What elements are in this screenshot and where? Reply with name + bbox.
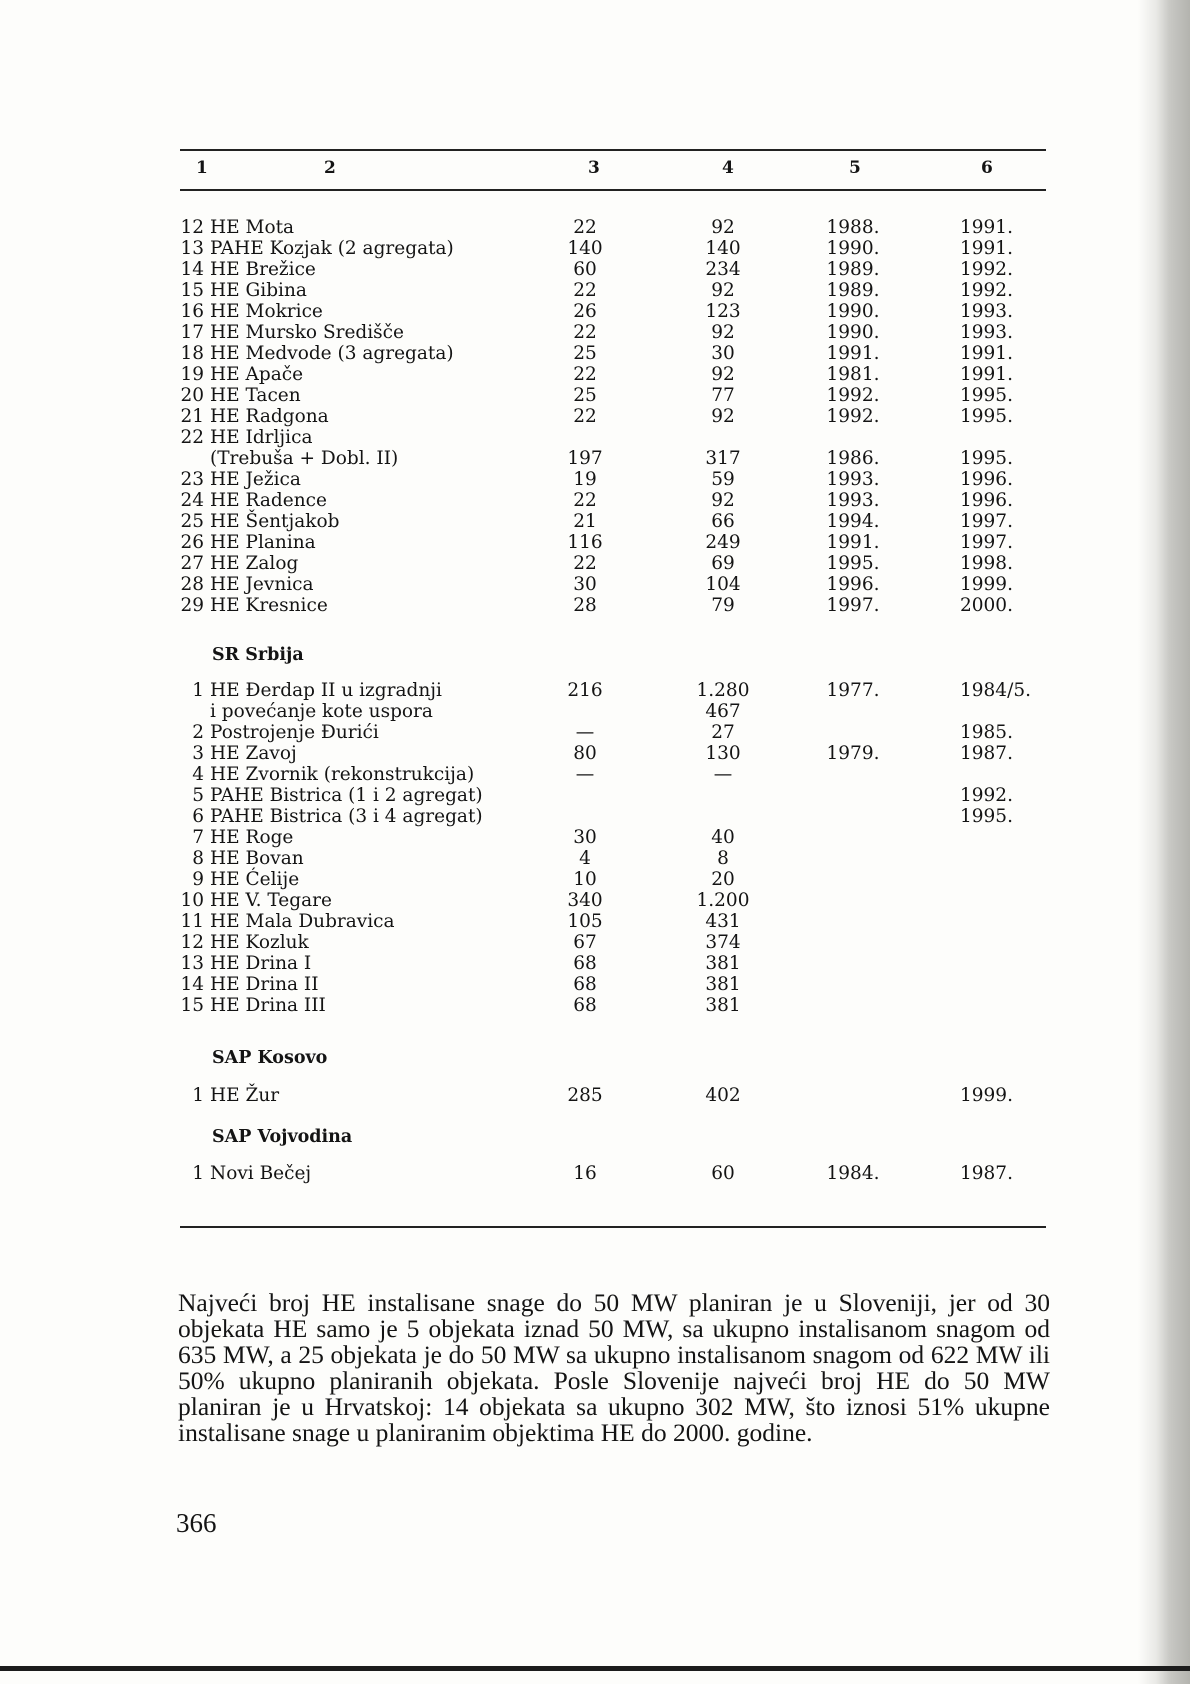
- row-col4: 317: [705, 448, 741, 469]
- row-number: 13: [180, 238, 204, 259]
- col-header-4: 4: [722, 158, 734, 178]
- row-number: 29: [180, 595, 204, 616]
- table-row: [0, 764, 1190, 785]
- row-col4: 92: [711, 406, 735, 427]
- row-name: HE Radence: [210, 490, 327, 511]
- row-name: i povećanje kote uspora: [210, 701, 433, 722]
- row-col3: 22: [573, 490, 597, 511]
- row-col3: 28: [573, 595, 597, 616]
- row-number: 7: [192, 827, 204, 848]
- row-col5: 1990.: [826, 322, 880, 343]
- row-col3: 340: [567, 890, 603, 911]
- row-col5: 1990.: [826, 238, 880, 259]
- row-col4: 140: [705, 238, 741, 259]
- table-row: [0, 1163, 1190, 1184]
- table-row: [0, 890, 1190, 911]
- row-name: HE Brežice: [210, 259, 316, 280]
- row-col4: 92: [711, 217, 735, 238]
- row-name: Postrojenje Đurići: [210, 722, 379, 743]
- row-number: 3: [192, 743, 204, 764]
- row-col4: 374: [705, 932, 741, 953]
- row-number: 5: [192, 785, 204, 806]
- row-col4: 60: [711, 1163, 735, 1184]
- row-number: 11: [180, 911, 204, 932]
- row-col3: 80: [573, 743, 597, 764]
- row-name: HE Medvode (3 agregata): [210, 343, 454, 364]
- row-name: HE Drina I: [210, 953, 312, 974]
- row-col4: 92: [711, 490, 735, 511]
- table-row: [0, 574, 1190, 595]
- row-name: HE Zalog: [210, 553, 299, 574]
- row-col3: 22: [573, 280, 597, 301]
- row-col3: 216: [567, 680, 603, 701]
- row-name: HE Mokrice: [210, 301, 323, 322]
- row-col3: 26: [573, 301, 597, 322]
- row-name: HE Mota: [210, 217, 295, 238]
- row-col6: 1991.: [960, 343, 1013, 364]
- row-name: PAHE Kozjak (2 agregata): [210, 238, 454, 259]
- table-row: [0, 785, 1190, 806]
- row-col3: 21: [573, 511, 597, 532]
- row-col3: 68: [573, 995, 597, 1016]
- table-row: [0, 869, 1190, 890]
- row-col3: 22: [573, 322, 597, 343]
- row-name: HE Šentjakob: [210, 511, 340, 532]
- row-name: HE Bovan: [210, 848, 304, 869]
- row-number: 21: [180, 406, 204, 427]
- row-col5: 1991.: [826, 343, 880, 364]
- row-col3: —: [575, 722, 595, 743]
- row-col3: 25: [573, 343, 597, 364]
- table-row: [0, 385, 1190, 406]
- row-col6: 1995.: [960, 806, 1013, 827]
- row-col5: 1989.: [826, 280, 880, 301]
- row-col5: 1993.: [826, 469, 880, 490]
- row-col4: 431: [705, 911, 741, 932]
- row-col6: 1992.: [960, 259, 1013, 280]
- row-col6: 1995.: [960, 385, 1013, 406]
- page-number: 366: [176, 1508, 217, 1538]
- row-name: (Trebuša + Dobl. II): [210, 448, 399, 469]
- row-number: 1: [192, 680, 204, 701]
- row-col5: 1986.: [826, 448, 880, 469]
- row-number: 1: [192, 1163, 204, 1184]
- row-col4: 30: [711, 343, 735, 364]
- row-col4: 59: [711, 469, 735, 490]
- row-col5: 1995.: [826, 553, 880, 574]
- row-col5: 1993.: [826, 490, 880, 511]
- row-col5: 1992.: [826, 385, 880, 406]
- row-col6: 1987.: [960, 1163, 1013, 1184]
- row-number: 6: [192, 806, 204, 827]
- row-number: 9: [192, 869, 204, 890]
- table-row: [0, 595, 1190, 616]
- row-col3: 30: [573, 827, 597, 848]
- row-col6: 1997.: [960, 511, 1013, 532]
- scan-border: [0, 1666, 1190, 1671]
- row-col3: 68: [573, 953, 597, 974]
- row-col5: 1989.: [826, 259, 880, 280]
- row-col6: 1985.: [960, 722, 1013, 743]
- row-col4: 27: [711, 722, 735, 743]
- row-col6: 1984/5.: [960, 680, 1031, 701]
- row-col4: 123: [705, 301, 741, 322]
- row-name: HE Apače: [210, 364, 304, 385]
- table-row: [0, 238, 1190, 259]
- row-col6: 1993.: [960, 301, 1013, 322]
- row-name: HE Ježica: [210, 469, 301, 490]
- row-col6: 1987.: [960, 743, 1013, 764]
- row-col4: 40: [711, 827, 735, 848]
- table-row: [0, 680, 1190, 701]
- row-col3: 22: [573, 364, 597, 385]
- row-col4: 1.200: [696, 890, 750, 911]
- row-col3: —: [575, 764, 595, 785]
- row-col6: 1995.: [960, 406, 1013, 427]
- row-number: 23: [180, 469, 204, 490]
- row-name: HE V. Tegare: [210, 890, 332, 911]
- table-row: [0, 553, 1190, 574]
- table-row: [0, 743, 1190, 764]
- section-sap-vojvodina: SAP Vojvodina: [212, 1127, 353, 1147]
- row-col5: 1996.: [826, 574, 880, 595]
- table-row: [0, 932, 1190, 953]
- row-col4: 8: [717, 848, 729, 869]
- row-col4: 92: [711, 322, 735, 343]
- row-name: Novi Bečej: [210, 1163, 312, 1184]
- row-col4: 20: [711, 869, 735, 890]
- row-col3: 25: [573, 385, 597, 406]
- table-row: [0, 511, 1190, 532]
- row-col3: 19: [573, 469, 597, 490]
- table-row: [0, 953, 1190, 974]
- row-number: 25: [180, 511, 204, 532]
- row-name: HE Žur: [210, 1085, 280, 1106]
- table-row: [0, 364, 1190, 385]
- row-name: HE Tacen: [210, 385, 301, 406]
- row-col5: 1992.: [826, 406, 880, 427]
- row-col6: 1998.: [960, 553, 1013, 574]
- row-col5: 1977.: [826, 680, 880, 701]
- row-number: 27: [180, 553, 204, 574]
- row-col4: 92: [711, 280, 735, 301]
- row-col4: 381: [705, 974, 741, 995]
- row-col6: 1991.: [960, 238, 1013, 259]
- row-col3: 10: [573, 869, 597, 890]
- row-number: 20: [180, 385, 204, 406]
- row-number: 22: [180, 427, 204, 448]
- body-paragraph: Najveći broj HE instalisane snage do 50 MW planiran je u Sloveniji, jer od 30 objekata HE samo je 5 objekata iznad 50 MW, sa ukupno instalisanom snagom od 635 MW, a 25 objekata je do 50 MW sa ukupno instalisanom snagom od 622 MW ili 50% ukupno planiranih objekata. Posle Slovenije najveći broj HE do 50 MW planiran je u Hrvatskoj: 14 objekata sa ukupno 302 MW, što iznosi 51% ukupne instalisane snage u planiranim objektima HE do 2000. godine.: [178, 1288, 1050, 1447]
- row-col4: 381: [705, 953, 741, 974]
- row-col5: 1988.: [826, 217, 880, 238]
- row-name: PAHE Bistrica (3 i 4 agregat): [210, 806, 483, 827]
- row-name: HE Planina: [210, 532, 316, 553]
- col-header-2: 2: [324, 158, 336, 178]
- row-col3: 22: [573, 217, 597, 238]
- table-bottom-rule: [180, 1226, 1046, 1228]
- table-row: [0, 322, 1190, 343]
- row-col4: 69: [711, 553, 735, 574]
- row-col3: 116: [567, 532, 603, 553]
- row-col4: 77: [711, 385, 735, 406]
- row-col5: 1984.: [826, 1163, 880, 1184]
- row-col4: 381: [705, 995, 741, 1016]
- table-row: [0, 701, 1190, 722]
- row-number: 8: [192, 848, 204, 869]
- row-number: 4: [192, 764, 204, 785]
- row-name: HE Drina II: [210, 974, 319, 995]
- table-row: [0, 217, 1190, 238]
- row-name: HE Gibina: [210, 280, 307, 301]
- table-row: [0, 722, 1190, 743]
- row-number: 19: [180, 364, 204, 385]
- row-col4: 66: [711, 511, 735, 532]
- row-col6: 1992.: [960, 280, 1013, 301]
- row-number: 26: [180, 532, 204, 553]
- row-col3: 197: [567, 448, 603, 469]
- row-col3: 105: [567, 911, 603, 932]
- row-col5: 1994.: [826, 511, 880, 532]
- row-col3: 285: [567, 1085, 603, 1106]
- table-row: [0, 532, 1190, 553]
- row-col4: 130: [705, 743, 741, 764]
- row-col6: 1996.: [960, 490, 1013, 511]
- row-number: 18: [180, 343, 204, 364]
- row-number: 14: [180, 974, 204, 995]
- row-col6: 2000.: [960, 595, 1013, 616]
- row-col5: 1991.: [826, 532, 880, 553]
- row-col3: 30: [573, 574, 597, 595]
- table-row: [0, 280, 1190, 301]
- table-row: [0, 406, 1190, 427]
- row-col3: 68: [573, 974, 597, 995]
- section-sap-kosovo: SAP Kosovo: [212, 1048, 328, 1068]
- row-number: 15: [180, 995, 204, 1016]
- row-col4: 402: [705, 1085, 741, 1106]
- row-name: HE Zavoj: [210, 743, 297, 764]
- row-col3: 22: [573, 406, 597, 427]
- table-row: [0, 259, 1190, 280]
- row-col3: 22: [573, 553, 597, 574]
- row-number: 2: [192, 722, 204, 743]
- row-col5: 1997.: [826, 595, 880, 616]
- row-name: HE Kozluk: [210, 932, 309, 953]
- row-number: 10: [180, 890, 204, 911]
- table-row: [0, 343, 1190, 364]
- table-row: [0, 469, 1190, 490]
- row-col6: 1992.: [960, 785, 1013, 806]
- table-row: [0, 448, 1190, 469]
- row-col6: 1991.: [960, 364, 1013, 385]
- row-col3: 140: [567, 238, 603, 259]
- row-col6: 1995.: [960, 448, 1013, 469]
- row-name: HE Kresnice: [210, 595, 328, 616]
- row-col4: 79: [711, 595, 735, 616]
- table-row: [0, 301, 1190, 322]
- table-row: [0, 806, 1190, 827]
- row-col6: 1997.: [960, 532, 1013, 553]
- row-col3: 60: [573, 259, 597, 280]
- table-row: [0, 427, 1190, 448]
- table-row: [0, 827, 1190, 848]
- row-number: 13: [180, 953, 204, 974]
- col-header-3: 3: [588, 158, 600, 178]
- row-name: HE Mala Dubravica: [210, 911, 395, 932]
- row-col6: 1999.: [960, 1085, 1013, 1106]
- row-number: 24: [180, 490, 204, 511]
- row-number: 14: [180, 259, 204, 280]
- row-col4: 1.280: [696, 680, 750, 701]
- table-row: [0, 974, 1190, 995]
- row-name: HE Ćelije: [210, 869, 300, 890]
- row-col4: 467: [705, 701, 741, 722]
- row-col5: 1979.: [826, 743, 880, 764]
- row-number: 15: [180, 280, 204, 301]
- row-number: 1: [192, 1085, 204, 1106]
- row-col6: 1996.: [960, 469, 1013, 490]
- row-name: HE Drina III: [210, 995, 326, 1016]
- row-name: HE Mursko Središče: [210, 322, 404, 343]
- row-name: HE Idrljica: [210, 427, 313, 448]
- row-col5: 1981.: [826, 364, 880, 385]
- col-header-5: 5: [849, 158, 861, 178]
- row-number: 16: [180, 301, 204, 322]
- row-number: 28: [180, 574, 204, 595]
- row-number: 17: [180, 322, 204, 343]
- table-row: [0, 1085, 1190, 1106]
- row-name: HE Roge: [210, 827, 294, 848]
- row-name: HE Radgona: [210, 406, 329, 427]
- row-name: PAHE Bistrica (1 i 2 agregat): [210, 785, 483, 806]
- row-col4: 249: [705, 532, 741, 553]
- row-col6: 1999.: [960, 574, 1013, 595]
- row-col4: 234: [705, 259, 741, 280]
- row-name: HE Đerdap II u izgradnji: [210, 680, 442, 701]
- row-col6: 1993.: [960, 322, 1013, 343]
- row-number: 12: [180, 932, 204, 953]
- row-number: 12: [180, 217, 204, 238]
- row-col3: 16: [573, 1163, 597, 1184]
- col-header-1: 1: [196, 158, 208, 178]
- col-header-6: 6: [981, 158, 993, 178]
- row-col6: 1991.: [960, 217, 1013, 238]
- section-sr-srbija: SR Srbija: [212, 645, 304, 665]
- row-col4: —: [713, 764, 733, 785]
- table-row: [0, 911, 1190, 932]
- row-col4: 92: [711, 364, 735, 385]
- row-col3: 4: [579, 848, 591, 869]
- row-col3: 67: [573, 932, 597, 953]
- table-row: [0, 995, 1190, 1016]
- row-col4: 104: [705, 574, 741, 595]
- table-row: [0, 848, 1190, 869]
- row-col5: 1990.: [826, 301, 880, 322]
- row-name: HE Zvornik (rekonstrukcija): [210, 764, 475, 785]
- table-row: [0, 490, 1190, 511]
- row-name: HE Jevnica: [210, 574, 314, 595]
